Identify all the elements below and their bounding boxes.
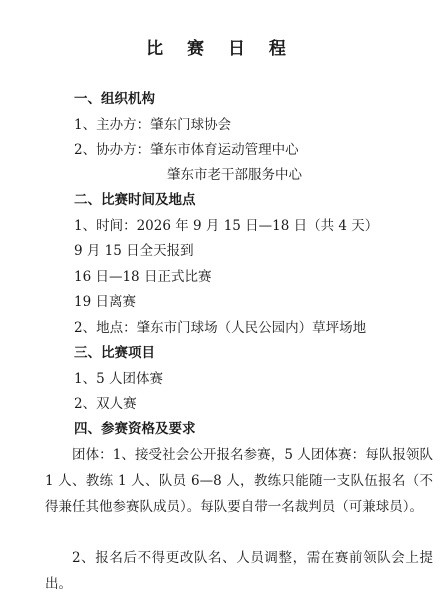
section-heading-time-place: 二、比赛时间及地点 <box>74 192 196 208</box>
time-line: 1、时间：2026 年 9 月 15 日—18 日（共 4 天） <box>74 218 379 234</box>
eligibility-paragraph-2: 2、报名后不得更改队名、人员调整，需在赛前领队会上提出。 <box>45 550 433 592</box>
eligibility-paragraph-1: 团体：1、接受社会公开报名参赛，5 人团体赛：每队报领队 1 人、教练 1 人、队员 6—8 人，教练只能随一支队伍报名（不得兼任其他参赛队成员）。每队要自带一名裁判员（可兼球员）。 <box>45 447 433 515</box>
co-organizer-line: 2、协办方：肇东市体育运动管理中心 <box>74 142 299 158</box>
section-heading-events: 三、比赛项目 <box>74 345 155 361</box>
document-title: 比 赛 日 程 <box>146 39 295 59</box>
departure-day-line: 19 日离赛 <box>74 294 136 310</box>
co-organizer-line-2: 肇东市老干部服务中心 <box>167 167 302 183</box>
venue-line: 2、地点：肇东市门球场（人民公园内）草坪场地 <box>74 320 367 336</box>
competition-days-line: 16 日—18 日正式比赛 <box>74 269 212 285</box>
event-team-line: 1、5 人团体赛 <box>74 371 163 387</box>
section-heading-eligibility: 四、参赛资格及要求 <box>74 421 196 437</box>
registration-day-line: 9 月 15 日全天报到 <box>74 243 194 259</box>
section-heading-organization: 一、组织机构 <box>74 91 155 107</box>
event-doubles-line: 2、双人赛 <box>74 396 137 412</box>
organizer-line: 1、主办方：肇东门球协会 <box>74 117 232 133</box>
